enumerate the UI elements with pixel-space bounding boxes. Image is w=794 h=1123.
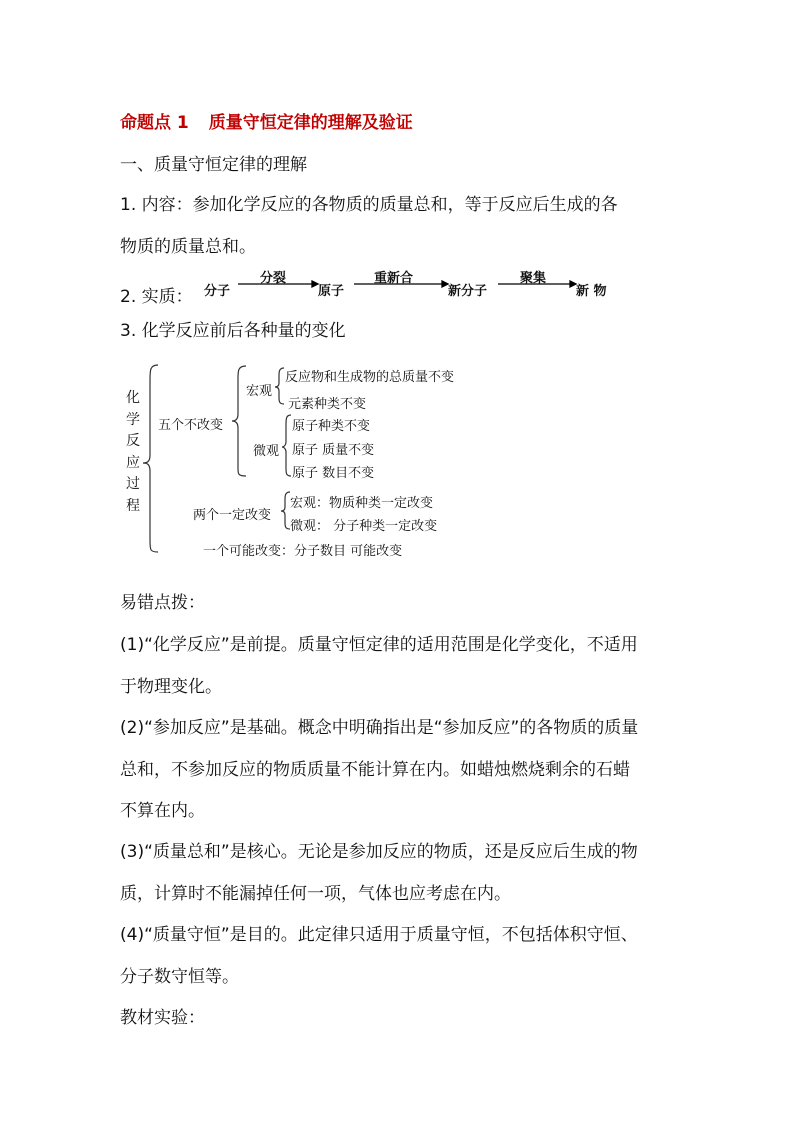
content-line-1: 1. 内容：参加化学反应的各物质的质量总和，等于反应后生成的各: [120, 195, 618, 215]
diagram-root-label: 化 学 反 应 过 程: [126, 390, 140, 514]
macro-item-total-mass: 反应物和生成物的总质量不变: [285, 370, 455, 385]
tip-line-1: (1)“化学反应”是前提。质量守恒定律的适用范围是化学变化，不适用: [120, 635, 638, 655]
page-title: 命题点 1 质量守恒定律的理解及验证: [120, 113, 413, 133]
macro-label: 宏观: [246, 384, 273, 399]
tip-line-6: (3)“质量总和”是核心。无论是参加反应的物质，还是反应后生成的物: [120, 842, 638, 862]
tip-line-7: 质，计算时不能漏掉任何一项，气体也应考虑在内。: [120, 884, 511, 904]
tip-line-4: 总和，不参加反应的物质质量不能计算在内。如蜡烛燃烧剩余的石蜡: [120, 760, 630, 780]
two-changed-label: 两个一定改变: [193, 508, 272, 523]
textbook-experiment-heading: 教材实验：: [120, 1008, 205, 1028]
tip-line-2: 于物理变化。: [120, 677, 222, 697]
five-unchanged-label: 五个不改变: [158, 418, 224, 433]
flow-node-molecule: 分子: [204, 284, 231, 299]
flow-node-new-molecule: 新分子: [448, 284, 488, 299]
micro-item-atom-count: 原子 数目不变: [292, 466, 375, 481]
tip-line-9: 分子数守恒等。: [120, 967, 239, 987]
tip-line-5: 不算在内。: [120, 801, 205, 821]
changes-heading: 3. 化学反应前后各种量的变化: [120, 321, 346, 341]
flow-node-atom: 原子: [318, 284, 345, 299]
flow-node-new-substance: 新 物: [576, 284, 607, 299]
content-line-2: 物质的质量总和。: [120, 237, 256, 257]
flow-label-split: 分裂: [260, 271, 287, 286]
micro-label: 微观: [253, 444, 280, 459]
macro-item-elements: 元素种类不变: [288, 397, 367, 412]
tip-line-3: (2)“参加反应”是基础。概念中明确指出是“参加反应”的各物质的质量: [120, 718, 639, 738]
tip-line-8: (4)“质量守恒”是目的。此定律只适用于质量守恒，不包括体积守恒、: [120, 925, 638, 945]
changed-item-micro: 微观： 分子种类一定改变: [290, 519, 438, 534]
maybe-changed: 一个可能改变：分子数目 可能改变: [203, 544, 403, 559]
section-heading: 一、质量守恒定律的理解: [120, 155, 307, 175]
tips-heading: 易错点拨：: [120, 593, 205, 613]
flow-label-gather: 聚集: [520, 271, 547, 286]
changed-item-macro: 宏观：物质种类一定改变: [290, 496, 434, 511]
essence-prefix: 2. 实质：: [120, 287, 193, 307]
micro-item-atom-type: 原子种类不变: [292, 419, 371, 434]
micro-item-atom-mass: 原子 质量不变: [292, 443, 375, 458]
flow-label-recombine: 重新合: [374, 271, 414, 286]
